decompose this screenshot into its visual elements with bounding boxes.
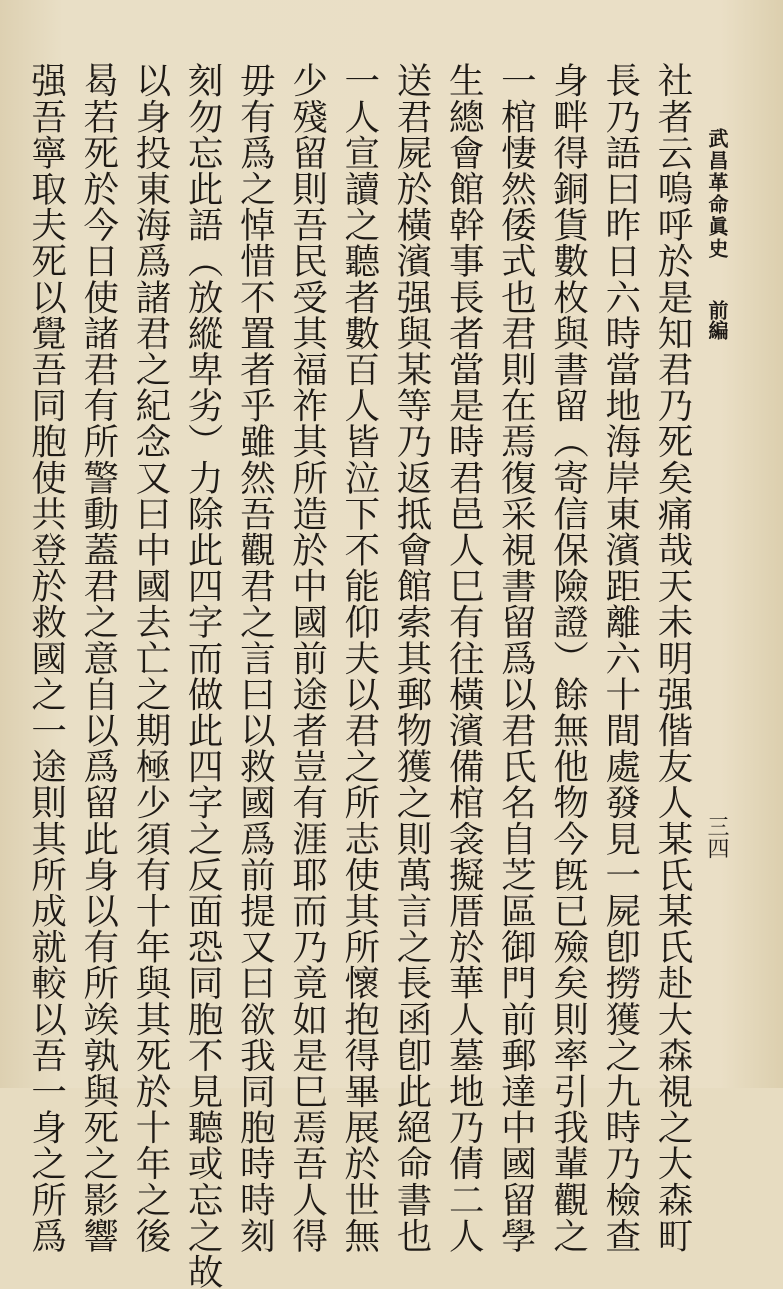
text-column: 身畔得銅貨數枚與書留（寄信保險證）餘無他物今旣已殮矣則率引我輩觀之 xyxy=(547,62,589,1254)
text-column: 毋有爲之悼惜不置者乎雖然吾觀君之言曰以救國爲前提又曰欲我同胞時時刻 xyxy=(234,62,276,1254)
text-column: 一棺悽然倭式也君則在焉復采視書留爲以君氏名自芝區御門前郵達中國留學 xyxy=(495,62,537,1254)
running-head-section: 前編 xyxy=(705,300,729,340)
text-column: 生總會館幹事長者當是時君邑人巳有往橫濱備棺衾擬厝於華人墓地乃倩二人 xyxy=(443,62,485,1254)
text-column: 長乃語曰昨日六時當地海岸東濱距離六十間處發見一屍卽撈獲之九時乃檢查 xyxy=(599,62,641,1254)
text-column: 强吾寧取夫死以覺吾同胞使共登於救國之一途則其所成就較以吾一身之所爲 xyxy=(25,62,67,1254)
text-column: 社者云嗚呼於是知君乃死矣痛哉天未明强偕友人某氏某氏赴大森視之大森町 xyxy=(652,62,693,1254)
text-column: 一人宣讀之聽者數百人皆泣下不能仰夫以君之所志使其所懷抱得畢展於世無 xyxy=(338,62,380,1254)
body-text xyxy=(25,62,698,1289)
text-column: 曷若死於今日使諸君有所警動蓋君之意自以爲留此身以有所竢孰與死之影響 xyxy=(77,62,119,1254)
text-column: 少殘留則吾民受其福祚其所造於中國前途者豈有涯耶而乃竟如是巳焉吾人得 xyxy=(286,62,328,1254)
page-number: 三四 xyxy=(704,815,729,859)
text-column: 以身投東海爲諸君之紀念又曰中國去亡之期極少須有十年與其死於十年之後 xyxy=(129,62,171,1254)
text-column: 刻勿忘此語（放縱卑劣）力除此四字而做此四字之反面恐同胞不見聽或忘之故 xyxy=(182,62,224,1289)
text-column: 送君屍於橫濱强與某等乃返抵會館索其郵物獲之則萬言之長函卽此絕命書也 xyxy=(390,62,432,1254)
running-head-title: 武昌革命眞史 xyxy=(705,128,729,260)
